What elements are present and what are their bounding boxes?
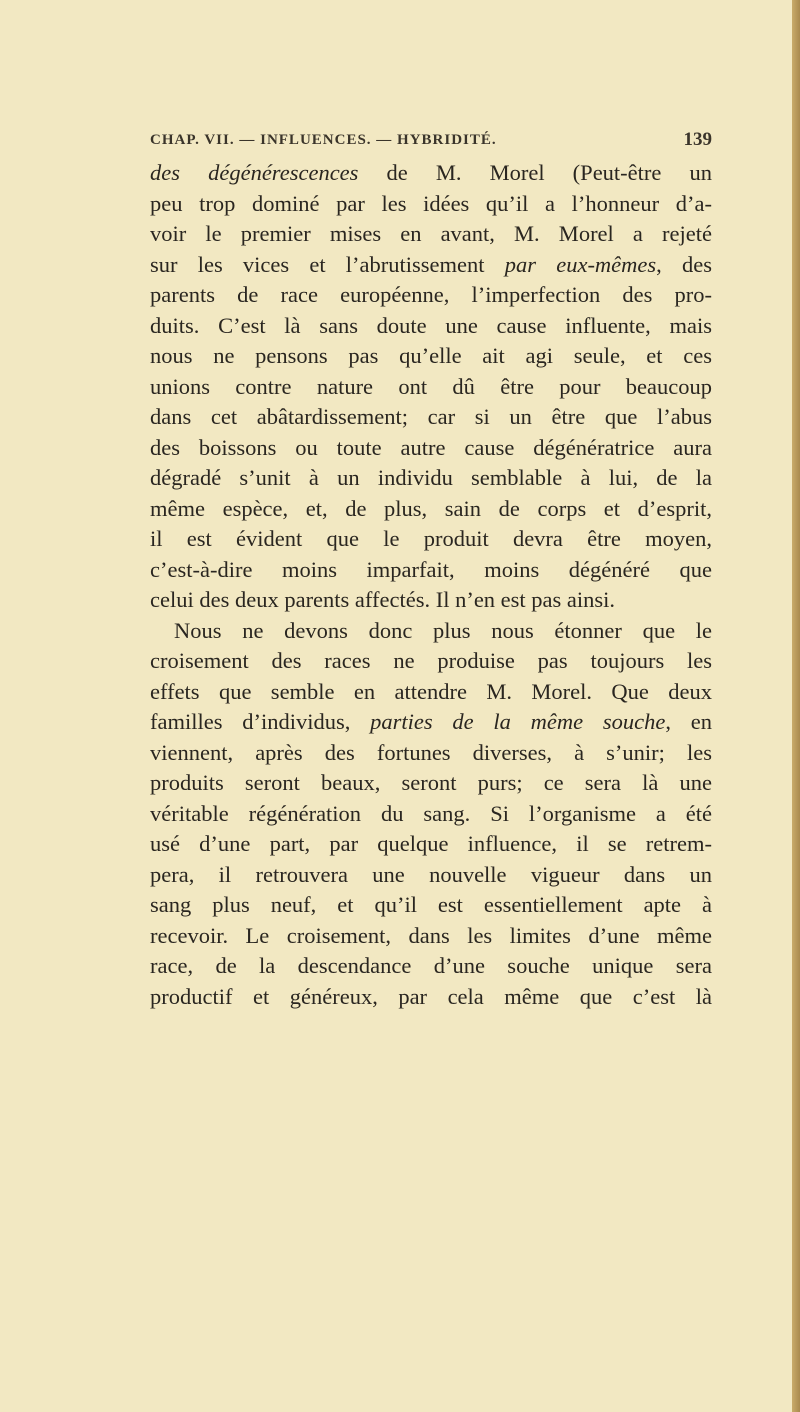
text-run: véritable régénération du sang. Si l’organisme a été bbox=[150, 800, 712, 826]
text-line bbox=[150, 372, 712, 403]
text-line bbox=[150, 158, 712, 189]
text-line bbox=[150, 646, 712, 677]
text-line bbox=[150, 890, 712, 921]
text-line bbox=[150, 341, 712, 372]
text-line bbox=[150, 524, 712, 555]
text-run: dans cet abâtardissement; car si un être que l’abus bbox=[150, 404, 712, 429]
text-line bbox=[150, 219, 712, 250]
running-header bbox=[150, 122, 712, 158]
text-line bbox=[150, 463, 712, 494]
text-run: viennent, après des fortunes diverses, à s’unir; les bbox=[150, 739, 712, 765]
text-line bbox=[150, 829, 712, 860]
text-run: produits seront beaux, seront purs; ce sera là une bbox=[150, 770, 712, 795]
text-run: pera, il retrouvera une nouvelle vigueur dans un bbox=[150, 861, 712, 887]
italic-text: parties de la même souche bbox=[370, 709, 666, 734]
text-run: celui des deux parents affectés. Il n’en est pas ainsi. bbox=[150, 587, 616, 612]
text-line bbox=[150, 280, 712, 311]
text-run: il est évident que le produit devra être moyen, bbox=[150, 526, 712, 551]
text-line bbox=[150, 951, 712, 982]
text-line bbox=[150, 982, 712, 1013]
text-line bbox=[150, 189, 712, 220]
page-edge bbox=[792, 0, 800, 1412]
text-line bbox=[150, 250, 712, 281]
text-line bbox=[150, 555, 712, 586]
text-run: sang plus neuf, et qu’il est essentiellement apte à bbox=[150, 892, 712, 917]
text-line bbox=[150, 616, 712, 647]
text-run: parents de race européenne, l’imperfection des pro- bbox=[150, 282, 712, 307]
text-run: recevoir. Le croisement, dans les limites d’une même bbox=[150, 922, 712, 948]
text-run: unions contre nature ont dû être pour beaucoup bbox=[150, 373, 712, 399]
body-text bbox=[150, 158, 712, 1012]
text-run: croisement des races ne produise pas toujours les bbox=[150, 648, 712, 673]
text-run: dégradé s’unit à un individu semblable à lui, de la bbox=[150, 465, 712, 490]
text-line bbox=[150, 677, 712, 708]
text-run: race, de la descendance d’une souche unique sera bbox=[150, 953, 712, 978]
text-run: familles d’individus, bbox=[150, 709, 371, 734]
text-line bbox=[150, 768, 712, 799]
text-line bbox=[150, 433, 712, 464]
text-run: usé d’une part, par quelque influence, il se retrem- bbox=[150, 831, 712, 856]
text-line bbox=[150, 494, 712, 525]
text-run: des boissons ou toute autre cause dégénératrice aura bbox=[150, 434, 712, 460]
text-run: , en bbox=[665, 709, 712, 734]
text-run: , des bbox=[656, 251, 713, 277]
italic-text: par eux-mêmes bbox=[504, 251, 657, 277]
italic-text: des dégénérescences bbox=[150, 160, 359, 185]
running-title: CHAP. VII. — INFLUENCES. — HYBRIDITÉ. bbox=[150, 132, 497, 148]
text-line bbox=[150, 799, 712, 830]
text-run: effets que semble en attendre M. Morel. Que deux bbox=[150, 678, 712, 704]
text-run: même espèce, et, de plus, sain de corps et d’esprit, bbox=[150, 495, 712, 521]
page-number: 139 bbox=[683, 129, 712, 150]
text-run: nous ne pensons pas qu’elle ait agi seule, et ces bbox=[150, 343, 712, 368]
text-run: peu trop dominé par les idées qu’il a l’honneur d’a- bbox=[150, 190, 712, 216]
book-page bbox=[150, 122, 712, 1012]
text-run: voir le premier mises en avant, M. Morel a rejeté bbox=[150, 221, 712, 246]
text-line bbox=[150, 707, 712, 738]
text-line bbox=[150, 860, 712, 891]
text-run: de M. Morel (Peut-être un bbox=[358, 160, 712, 185]
text-run: c’est-à-dire moins imparfait, moins dégénéré que bbox=[150, 556, 712, 582]
text-run: sur les vices et l’abrutissement bbox=[150, 251, 505, 277]
text-run: Nous ne devons donc plus nous étonner que le bbox=[174, 617, 712, 643]
text-line bbox=[150, 585, 712, 616]
text-line bbox=[150, 402, 712, 433]
text-run: duits. C’est là sans doute une cause influente, mais bbox=[150, 312, 712, 338]
text-line bbox=[150, 311, 712, 342]
text-line bbox=[150, 921, 712, 952]
text-line bbox=[150, 738, 712, 769]
text-run: productif et généreux, par cela même que c’est là bbox=[150, 983, 712, 1009]
